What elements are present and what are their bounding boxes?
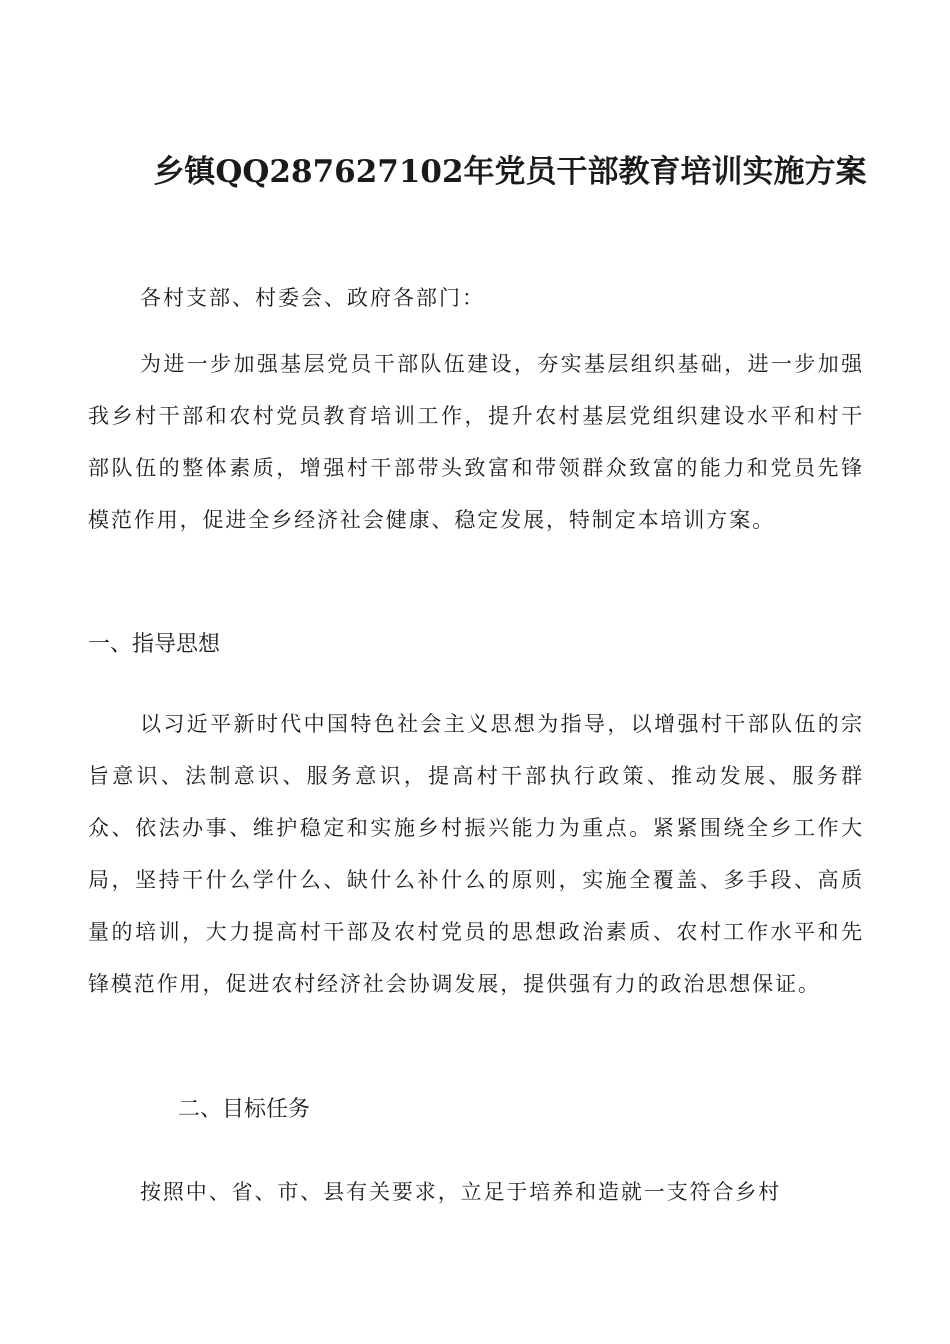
- document-title: 乡镇QQ287627102年党员干部教育培训实施方案: [153, 154, 867, 190]
- paragraph-intro: 为进一步加强基层党员干部队伍建设，夯实基层组织基础，进一步加强我乡村干部和农村党员教育培训工作，提升农村基层党组织建设水平和村干部队伍的整体素质，增强村干部带头致富和带领群众致富的能力和党员先锋模范作用，促进全乡经济社会健康、稳定发展，特制定本培训方案。: [88, 352, 864, 532]
- paragraph-goals: 按照中、省、市、县有关要求，立足于培养和造就一支符合乡村: [140, 1180, 782, 1204]
- section-heading-goals: 二、目标任务: [178, 1097, 311, 1122]
- paragraph-guiding-thought: 以习近平新时代中国特色社会主义思想为指导，以增强村干部队伍的宗旨意识、法制意识、服务意识，提高村干部执行政策、推动发展、服务群众、依法办事、维护稳定和实施乡村振兴能力为重点。紧紧围绕全乡工作大局，坚持干什么学什么、缺什么补什么的原则，实施全覆盖、多手段、高质量的培训，大力提高村干部及农村党员的思想政治素质、农村工作水平和先锋模范作用，促进农村经济社会协调发展，提供强有力的政治思想保证。: [88, 712, 864, 996]
- salutation: 各村支部、村委会、政府各部门：: [140, 286, 485, 310]
- section-heading-guiding-thought: 一、指导思想: [88, 632, 221, 657]
